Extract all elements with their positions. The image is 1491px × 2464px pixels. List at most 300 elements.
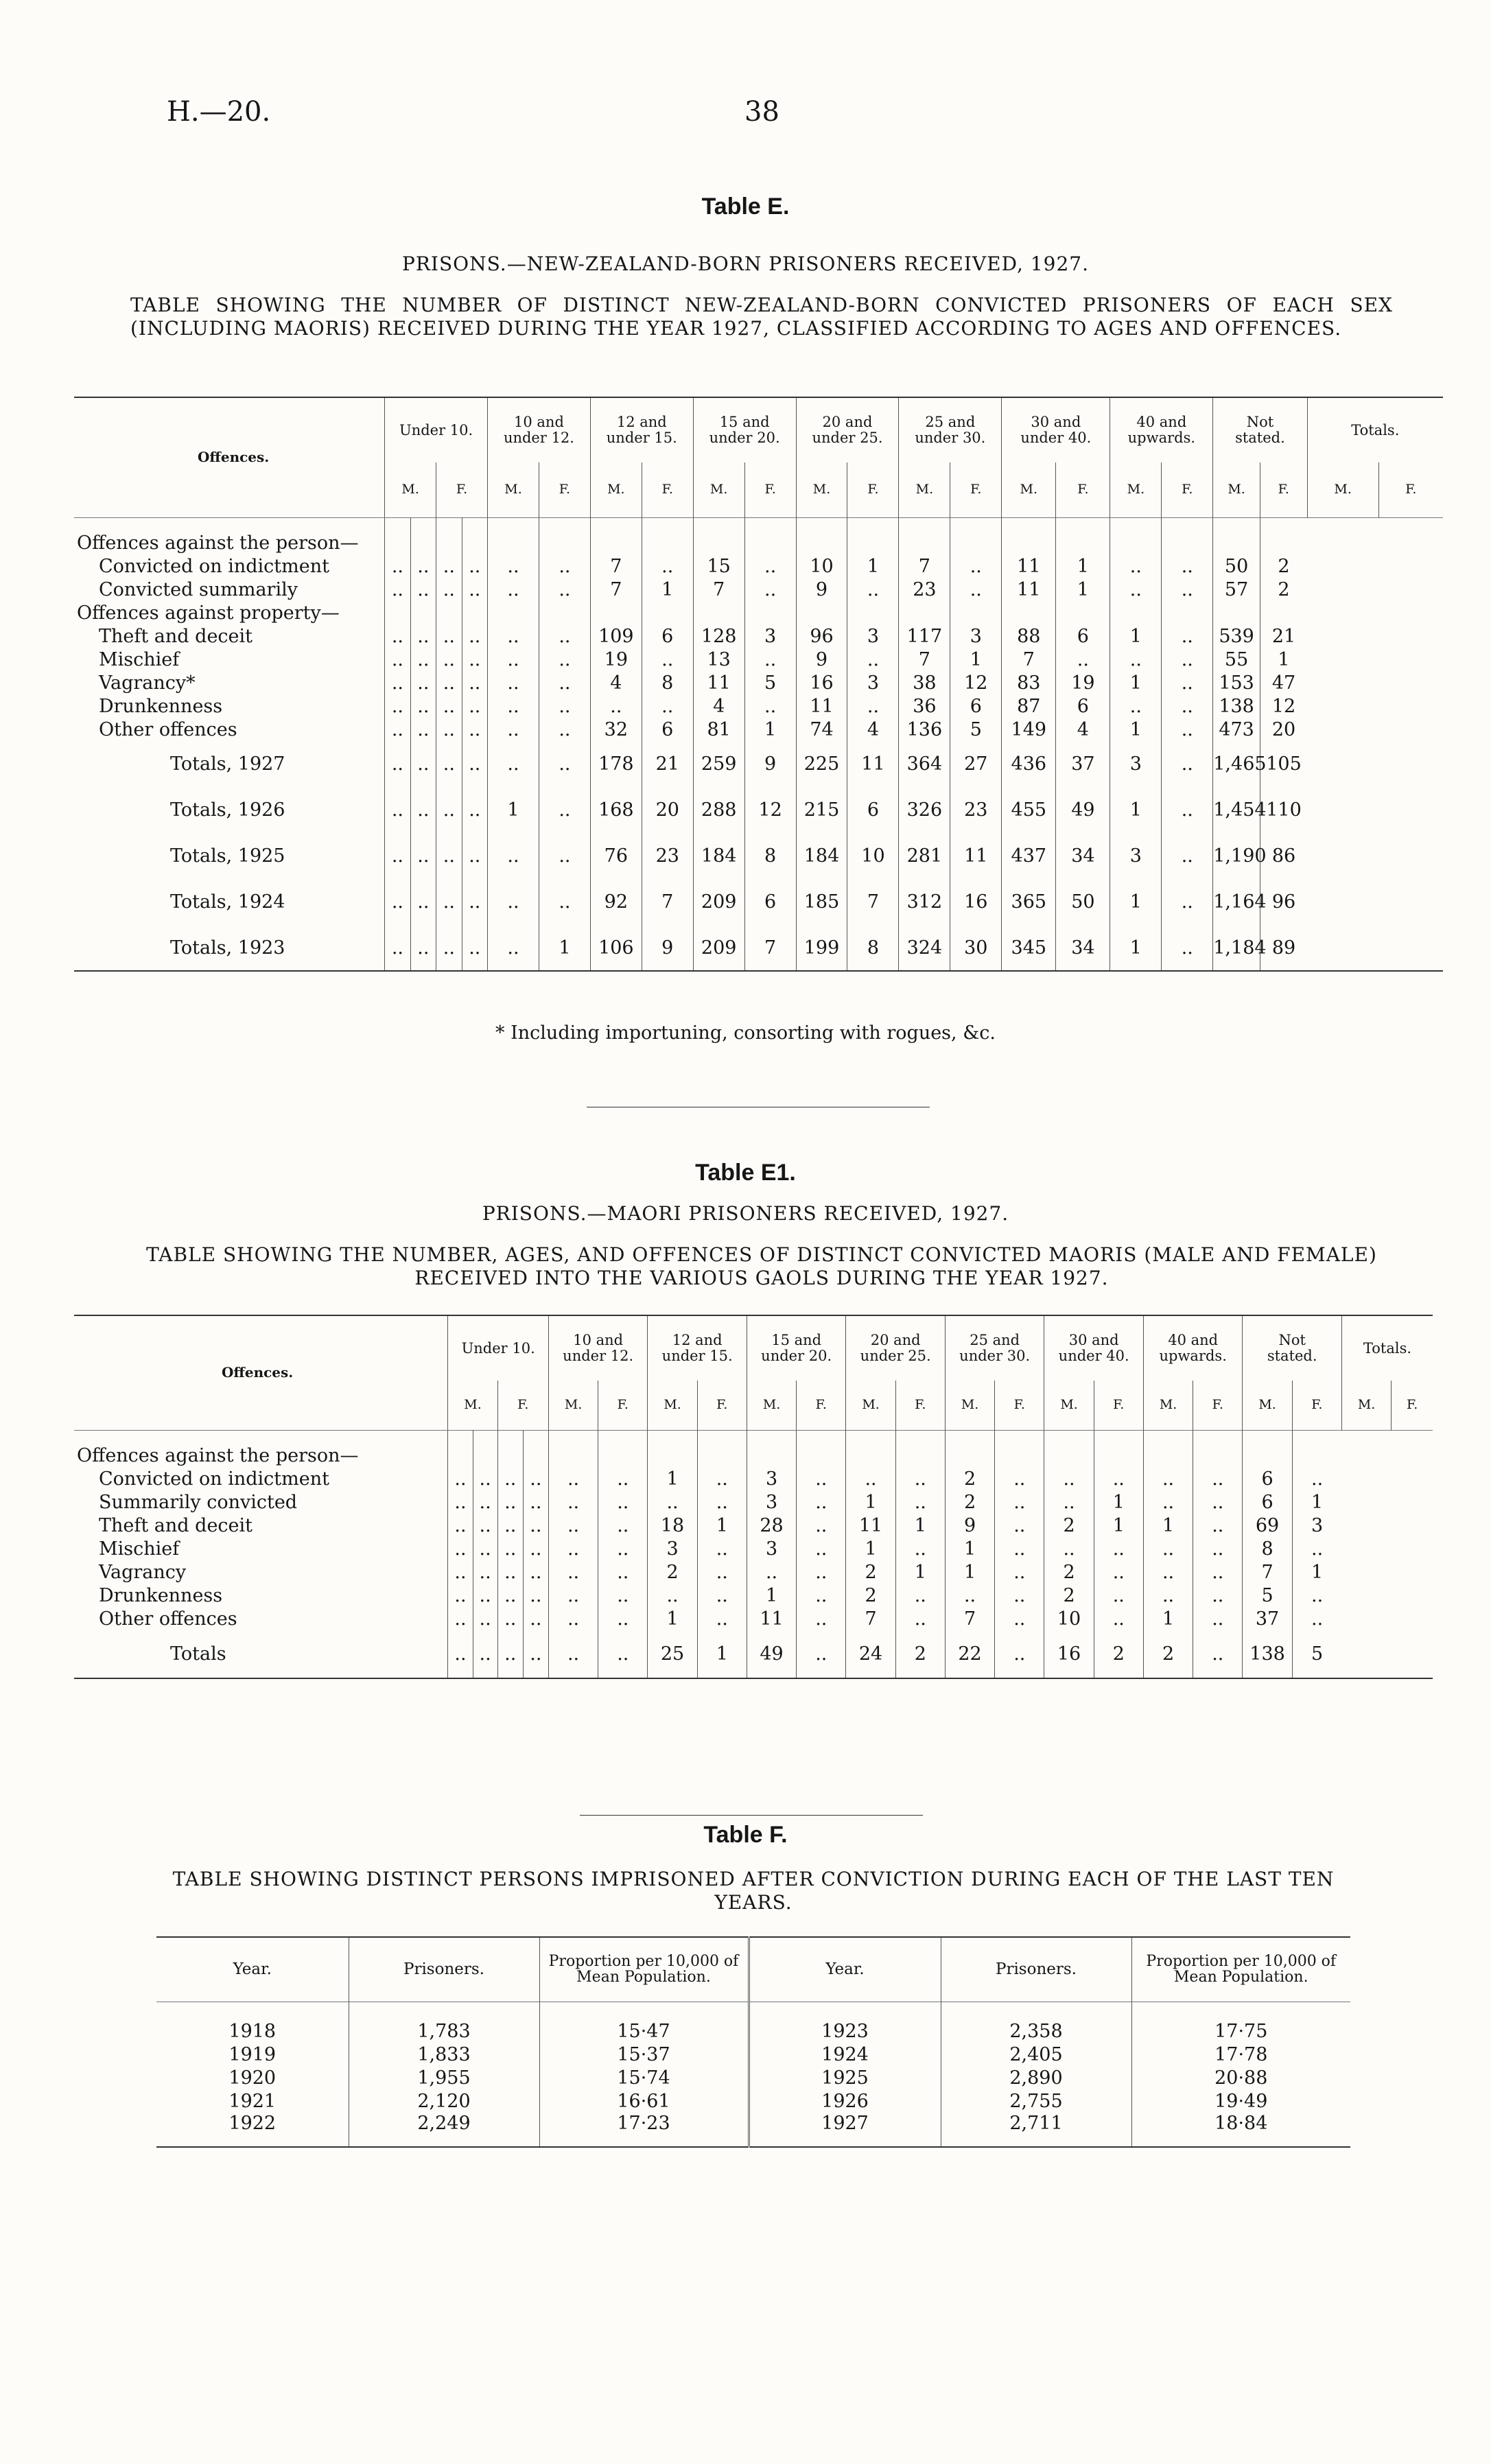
- spacer-cell: [642, 517, 693, 531]
- table-row: [74, 578, 1443, 601]
- table-cell: 3: [847, 624, 899, 648]
- table-cell: 1: [950, 648, 1002, 671]
- table-cell: 83: [1002, 671, 1056, 694]
- spacer-cell: [548, 1430, 598, 1444]
- totals-label: Totals, 1923: [170, 937, 285, 959]
- table-cell: [744, 601, 796, 624]
- table-cell: [1094, 1444, 1143, 1467]
- table-cell: ..: [385, 833, 410, 879]
- table-cell: ..: [523, 1584, 548, 1607]
- table-cell: 4: [590, 671, 642, 694]
- table-cell: ..: [410, 624, 436, 648]
- table-e1: [74, 1315, 1433, 1679]
- table-row: [74, 694, 1443, 718]
- table-cell: ..: [385, 648, 410, 671]
- table-cell: 128: [693, 624, 744, 648]
- table-cell: ..: [1162, 718, 1213, 741]
- table-cell: 345: [1002, 925, 1056, 971]
- section-divider: [580, 1815, 923, 1816]
- table-cell: ..: [436, 925, 462, 971]
- row-label: Summarily convicted: [99, 1491, 298, 1513]
- table-cell: ..: [462, 741, 487, 787]
- table-cell: [899, 531, 950, 554]
- table-cell: ..: [523, 1490, 548, 1514]
- row-label: Theft and deceit: [99, 1514, 253, 1536]
- table-cell: ..: [797, 1584, 846, 1607]
- row-label: Mischief: [99, 648, 180, 670]
- table-cell: [548, 1444, 598, 1467]
- table-cell: ..: [598, 1630, 648, 1678]
- table-cell: 7: [945, 1607, 994, 1630]
- table-cell: ..: [697, 1584, 747, 1607]
- table-cell: [436, 601, 462, 624]
- table-cell: 1: [1110, 718, 1162, 741]
- table-cell: ..: [385, 554, 410, 578]
- table-cell: 1: [648, 1607, 697, 1630]
- table-cell: ..: [436, 787, 462, 833]
- table-f: [156, 1936, 1350, 2148]
- table-cell: 34: [1056, 925, 1110, 971]
- table-cell: ..: [995, 1584, 1044, 1607]
- table-cell: 437: [1002, 833, 1056, 879]
- table-cell: ..: [1094, 1537, 1143, 1560]
- table-e1-title: Table E1.: [695, 1160, 796, 1186]
- table-cell: 21: [642, 741, 693, 787]
- table-cell: ..: [436, 554, 462, 578]
- table-cell: 473: [1213, 718, 1260, 741]
- table-cell: [747, 1444, 796, 1467]
- row-label: Drunkenness: [99, 1584, 223, 1606]
- sex-header: M.: [488, 462, 539, 517]
- sex-header: M.: [846, 1381, 895, 1430]
- table-cell: 2: [1044, 1560, 1094, 1584]
- table-cell: 2,755: [941, 2089, 1131, 2113]
- table-e-age-header: 40 and upwards.: [1110, 397, 1213, 462]
- page-number: 38: [744, 96, 779, 128]
- table-row: [74, 531, 1443, 554]
- table-cell: ..: [590, 694, 642, 718]
- table-cell: 6: [1243, 1490, 1292, 1514]
- table-cell: ..: [642, 648, 693, 671]
- table-cell: ..: [548, 1490, 598, 1514]
- table-cell: 105: [1260, 741, 1307, 787]
- table-cell: ..: [410, 787, 436, 833]
- table-cell: 17·75: [1131, 2019, 1350, 2043]
- table-cell: 1: [1056, 578, 1110, 601]
- spacer-cell: [1044, 1430, 1094, 1444]
- table-cell: [436, 531, 462, 554]
- table-cell: 16·61: [539, 2089, 749, 2113]
- table-cell: 1: [1110, 624, 1162, 648]
- table-cell: ..: [488, 833, 539, 879]
- table-cell: ..: [1143, 1467, 1193, 1490]
- table-cell: 34: [1056, 833, 1110, 879]
- table-cell: ..: [473, 1607, 497, 1630]
- table-cell: ..: [436, 694, 462, 718]
- table-cell: ..: [1162, 624, 1213, 648]
- table-cell: 2: [648, 1560, 697, 1584]
- table-e1-age-header: Not stated.: [1243, 1315, 1342, 1381]
- table-cell: 2,890: [941, 2066, 1131, 2089]
- table-e1-age-header: 15 and under 20.: [747, 1315, 846, 1381]
- table-cell: ..: [950, 554, 1002, 578]
- spacer-cell: [539, 2002, 749, 2019]
- table-cell: 1: [945, 1560, 994, 1584]
- table-cell: [462, 601, 487, 624]
- sex-header: M.: [448, 1381, 497, 1430]
- table-cell: 1: [1260, 648, 1307, 671]
- table-f-title: Table F.: [703, 1822, 788, 1848]
- table-e1-age-header: Totals.: [1341, 1315, 1433, 1381]
- table-cell: ..: [797, 1514, 846, 1537]
- table-cell: 74: [796, 718, 847, 741]
- table-cell: 7: [899, 554, 950, 578]
- table-cell: ..: [895, 1537, 945, 1560]
- spacer-cell: [1131, 2002, 1350, 2019]
- spacer-cell: [749, 2002, 941, 2019]
- table-cell: ..: [895, 1584, 945, 1607]
- table-cell: ..: [497, 1514, 523, 1537]
- totals-label: Totals, 1924: [170, 891, 285, 913]
- table-cell: 36: [899, 694, 950, 718]
- spacer-cell: [846, 1430, 895, 1444]
- table-cell: 2: [1143, 1630, 1193, 1678]
- table-cell: 136: [899, 718, 950, 741]
- totals-label: Totals, 1926: [170, 799, 285, 821]
- table-cell: 5: [1243, 1584, 1292, 1607]
- table-cell: ..: [744, 554, 796, 578]
- sex-header: M.: [385, 462, 436, 517]
- table-cell: 11: [846, 1514, 895, 1537]
- table-cell: [1213, 601, 1260, 624]
- table-cell: 1: [895, 1514, 945, 1537]
- table-cell: ..: [744, 694, 796, 718]
- table-cell: ..: [473, 1584, 497, 1607]
- table-cell: ..: [462, 578, 487, 601]
- table-cell: ..: [488, 718, 539, 741]
- table-cell: ..: [410, 578, 436, 601]
- table-cell: 1927: [749, 2113, 941, 2147]
- table-cell: 1918: [228, 2020, 277, 2042]
- table-cell: ..: [410, 671, 436, 694]
- table-row: [74, 1607, 1433, 1630]
- table-cell: ..: [642, 554, 693, 578]
- table-cell: ..: [385, 694, 410, 718]
- table-cell: 259: [693, 741, 744, 787]
- table-cell: [995, 1444, 1044, 1467]
- table-cell: ..: [1193, 1467, 1243, 1490]
- table-cell: 1924: [749, 2043, 941, 2066]
- table-cell: [1110, 601, 1162, 624]
- table-cell: ..: [697, 1537, 747, 1560]
- table-cell: ..: [385, 624, 410, 648]
- table-cell: 1: [1110, 925, 1162, 971]
- table-cell: ..: [1292, 1467, 1341, 1490]
- table-e-title: Table E.: [701, 193, 790, 220]
- table-cell: 1,454: [1213, 787, 1260, 833]
- table-cell: 2: [895, 1630, 945, 1678]
- table-cell: 6: [1243, 1467, 1292, 1490]
- table-cell: ..: [488, 554, 539, 578]
- table-cell: 117: [899, 624, 950, 648]
- table-cell: 8: [1243, 1537, 1292, 1560]
- spacer-cell: [747, 1430, 796, 1444]
- table-cell: ..: [1162, 554, 1213, 578]
- table-e-age-header: Not stated.: [1213, 397, 1307, 462]
- table-cell: ..: [473, 1467, 497, 1490]
- table-cell: ..: [1193, 1584, 1243, 1607]
- table-cell: ..: [1110, 694, 1162, 718]
- totals-label: Totals, 1927: [170, 753, 285, 775]
- table-row: [74, 1490, 1433, 1514]
- totals-row: [74, 1630, 1433, 1678]
- table-cell: [539, 531, 590, 554]
- table-cell: 19: [1056, 671, 1110, 694]
- row-label: Vagrancy*: [99, 672, 196, 694]
- table-cell: ..: [385, 741, 410, 787]
- row-label: Offences against property—: [77, 602, 340, 624]
- table-cell: 49: [1056, 787, 1110, 833]
- table-cell: 15·47: [539, 2019, 749, 2043]
- table-cell: 7: [642, 879, 693, 925]
- table-row: [74, 624, 1443, 648]
- table-e1-age-header: 40 and upwards.: [1143, 1315, 1243, 1381]
- table-cell: 365: [1002, 879, 1056, 925]
- table-cell: 10: [796, 554, 847, 578]
- table-cell: ..: [1162, 578, 1213, 601]
- table-cell: 1: [697, 1514, 747, 1537]
- sex-header: F.: [847, 462, 899, 517]
- table-cell: ..: [1162, 879, 1213, 925]
- table-cell: 2: [1094, 1630, 1143, 1678]
- table-cell: 37: [1056, 741, 1110, 787]
- row-label: Other offences: [99, 718, 237, 740]
- spacer-cell: [1002, 517, 1056, 531]
- year-header: Year.: [233, 1960, 272, 1978]
- table-cell: ..: [1143, 1584, 1193, 1607]
- table-e1-age-header: Under 10.: [448, 1315, 549, 1381]
- table-row: [74, 1537, 1433, 1560]
- table-e-age-header: 15 and under 20.: [693, 397, 796, 462]
- table-cell: 8: [744, 833, 796, 879]
- sex-header: F.: [1260, 462, 1307, 517]
- table-cell: 4: [847, 718, 899, 741]
- table-cell: ..: [1162, 671, 1213, 694]
- table-cell: ..: [523, 1467, 548, 1490]
- table-cell: ..: [436, 879, 462, 925]
- table-cell: ..: [539, 578, 590, 601]
- table-cell: ..: [448, 1537, 473, 1560]
- table-cell: ..: [1292, 1537, 1341, 1560]
- table-cell: ..: [598, 1607, 648, 1630]
- table-cell: ..: [797, 1607, 846, 1630]
- table-cell: 3: [747, 1467, 796, 1490]
- spacer-cell: [950, 517, 1002, 531]
- table-cell: ..: [488, 578, 539, 601]
- table-cell: [598, 1444, 648, 1467]
- table-cell: ..: [385, 925, 410, 971]
- sex-header: F.: [895, 1381, 945, 1430]
- totals-row: [74, 925, 1443, 971]
- table-cell: 6: [950, 694, 1002, 718]
- table-cell: ..: [1292, 1584, 1341, 1607]
- table-row: [74, 601, 1443, 624]
- table-cell: ..: [995, 1630, 1044, 1678]
- spacer-cell: [797, 1430, 846, 1444]
- table-cell: ..: [462, 718, 487, 741]
- table-cell: 1: [744, 718, 796, 741]
- table-cell: 1: [1110, 879, 1162, 925]
- table-cell: ..: [598, 1537, 648, 1560]
- sex-header: M.: [1243, 1381, 1292, 1430]
- table-cell: 3: [1292, 1514, 1341, 1537]
- spacer-cell: [1143, 1430, 1193, 1444]
- table-cell: ..: [697, 1607, 747, 1630]
- sex-header: F.: [744, 462, 796, 517]
- table-cell: ..: [436, 624, 462, 648]
- table-cell: 7: [590, 554, 642, 578]
- table-cell: 7: [899, 648, 950, 671]
- table-cell: ..: [462, 624, 487, 648]
- spacer-cell: [385, 517, 410, 531]
- table-cell: ..: [1193, 1537, 1243, 1560]
- table-cell: [385, 601, 410, 624]
- spacer-cell: [1243, 1430, 1292, 1444]
- row-label: Vagrancy: [99, 1561, 187, 1583]
- table-cell: 11: [950, 833, 1002, 879]
- table-cell: 11: [693, 671, 744, 694]
- table-cell: ..: [847, 694, 899, 718]
- spacer-cell: [744, 517, 796, 531]
- table-cell: 1: [1094, 1514, 1143, 1537]
- sex-header: M.: [796, 462, 847, 517]
- table-cell: 18·84: [1131, 2113, 1350, 2147]
- table-cell: [1044, 1444, 1094, 1467]
- table-e: [74, 397, 1443, 972]
- table-cell: 1: [1292, 1560, 1341, 1584]
- table-cell: 76: [590, 833, 642, 879]
- row-label: Convicted summarily: [99, 578, 298, 600]
- table-cell: ..: [473, 1490, 497, 1514]
- table-cell: 23: [950, 787, 1002, 833]
- table-cell: ..: [995, 1607, 1044, 1630]
- table-cell: ..: [1193, 1514, 1243, 1537]
- sex-header: M.: [1044, 1381, 1094, 1430]
- table-cell: ..: [497, 1607, 523, 1630]
- table-cell: ..: [473, 1537, 497, 1560]
- table-cell: 2: [846, 1560, 895, 1584]
- table-cell: ..: [385, 578, 410, 601]
- row-label: Convicted on indictment: [99, 1468, 329, 1490]
- table-cell: ..: [385, 718, 410, 741]
- table-cell: 3: [1110, 833, 1162, 879]
- spacer-cell: [598, 1430, 648, 1444]
- table-cell: 11: [1002, 578, 1056, 601]
- table-cell: 11: [847, 741, 899, 787]
- sex-header: M.: [548, 1381, 598, 1430]
- table-cell: ..: [648, 1490, 697, 1514]
- table-cell: 12: [744, 787, 796, 833]
- table-cell: 153: [1213, 671, 1260, 694]
- table-e-footnote: * Including importuning, consorting with rogues, &c.: [495, 1022, 996, 1044]
- table-cell: ..: [448, 1490, 473, 1514]
- table-cell: [846, 1444, 895, 1467]
- table-cell: ..: [797, 1560, 846, 1584]
- table-cell: [1110, 531, 1162, 554]
- table-e1-age-header: 20 and under 25.: [846, 1315, 946, 1381]
- table-cell: 25: [648, 1630, 697, 1678]
- table-cell: 9: [796, 648, 847, 671]
- spacer-cell: [488, 517, 539, 531]
- table-cell: 2: [945, 1467, 994, 1490]
- table-cell: 38: [899, 671, 950, 694]
- table-cell: 3: [648, 1537, 697, 1560]
- table-cell: [950, 601, 1002, 624]
- sex-header: M.: [747, 1381, 796, 1430]
- table-cell: ..: [1044, 1490, 1094, 1514]
- table-cell: ..: [436, 648, 462, 671]
- totals-row: [74, 833, 1443, 879]
- table-cell: ..: [410, 833, 436, 879]
- sex-header: F.: [1392, 1381, 1433, 1430]
- table-cell: ..: [995, 1537, 1044, 1560]
- spacer-cell: [945, 1430, 994, 1444]
- table-cell: 4: [1056, 718, 1110, 741]
- table-cell: [410, 601, 436, 624]
- table-cell: 1: [1292, 1490, 1341, 1514]
- table-cell: ..: [1162, 694, 1213, 718]
- table-cell: 92: [590, 879, 642, 925]
- table-cell: ..: [1292, 1607, 1341, 1630]
- table-cell: [410, 531, 436, 554]
- table-cell: ..: [797, 1467, 846, 1490]
- sex-header: F.: [995, 1381, 1044, 1430]
- spacer-cell: [1213, 517, 1260, 531]
- table-cell: 225: [796, 741, 847, 787]
- table-cell: 89: [1260, 925, 1307, 971]
- table-cell: 1: [895, 1560, 945, 1584]
- table-cell: 1: [847, 554, 899, 578]
- table-e1-offences-header: Offences.: [74, 1315, 448, 1430]
- table-e-age-header: Totals.: [1307, 397, 1443, 462]
- table-cell: ..: [436, 741, 462, 787]
- totals-label: Totals: [170, 1643, 226, 1665]
- table-cell: [1292, 1444, 1341, 1467]
- table-cell: ..: [648, 1584, 697, 1607]
- table-cell: 3: [747, 1537, 796, 1560]
- spacer-row: [74, 517, 1443, 531]
- table-cell: 87: [1002, 694, 1056, 718]
- table-cell: [642, 601, 693, 624]
- table-e-age-header: 25 and under 30.: [899, 397, 1002, 462]
- spacer-label: [74, 517, 385, 531]
- spacer-cell: [941, 2002, 1131, 2019]
- spacer-cell: [796, 517, 847, 531]
- table-cell: 539: [1213, 624, 1260, 648]
- table-cell: ..: [846, 1467, 895, 1490]
- table-cell: ..: [797, 1490, 846, 1514]
- table-cell: [590, 531, 642, 554]
- table-cell: [847, 531, 899, 554]
- table-cell: 6: [1056, 624, 1110, 648]
- table-cell: 50: [1213, 554, 1260, 578]
- table-cell: 5: [744, 671, 796, 694]
- table-cell: ..: [995, 1467, 1044, 1490]
- table-cell: ..: [548, 1537, 598, 1560]
- table-cell: 436: [1002, 741, 1056, 787]
- sex-header: F.: [1193, 1381, 1243, 1430]
- table-cell: ..: [744, 578, 796, 601]
